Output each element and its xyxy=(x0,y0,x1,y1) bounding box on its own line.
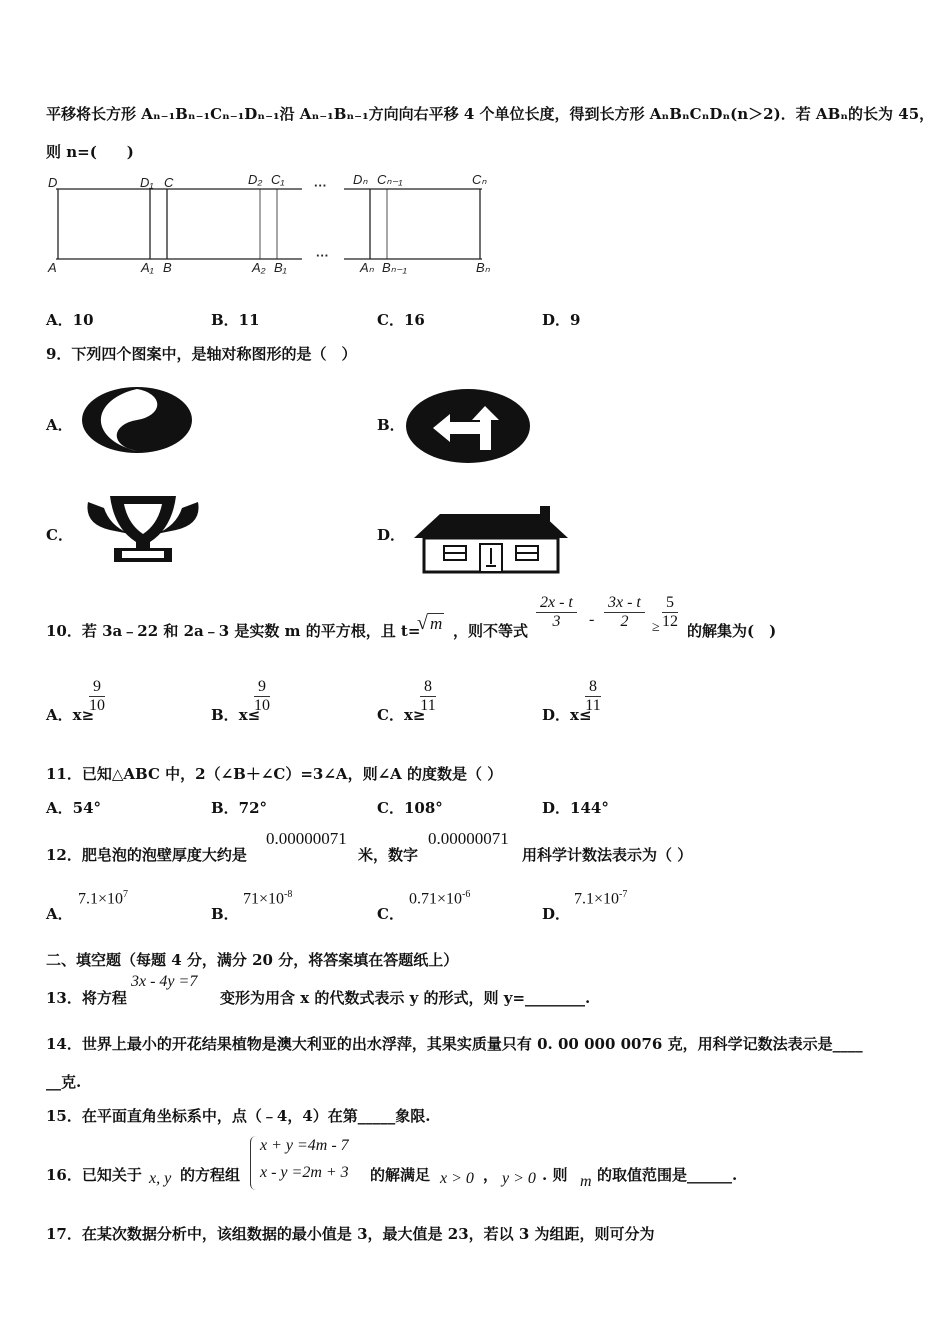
q8-option-b[interactable]: B．11 xyxy=(211,311,260,329)
trophy-icon xyxy=(80,490,206,568)
q8-option-c[interactable]: C．16 xyxy=(377,311,425,329)
q13-pre: 13．将方程 xyxy=(46,989,127,1007)
q10-stem-pre: 10．若 3a﹣22 和 2a﹣3 是实数 m 的平方根，且 t= xyxy=(46,622,421,640)
q8-line2: 则 n=( ) xyxy=(46,143,134,161)
system-brace xyxy=(250,1136,259,1190)
label-Dn: Dₙ xyxy=(353,172,368,187)
q9-label-d[interactable]: D． xyxy=(377,526,406,544)
q10-stem-post: 的解集为( ) xyxy=(687,622,777,640)
frac2-num: 3x - t xyxy=(604,594,645,613)
yin-yang-icon xyxy=(80,384,196,456)
frac1-den: 3 xyxy=(552,613,561,630)
q10-frac1 xyxy=(536,594,577,631)
frac3-den: 12 xyxy=(662,613,678,630)
q16-post: 的取值范围是______. xyxy=(597,1166,738,1184)
q8-line1: 平移将长方形 Aₙ₋₁Bₙ₋₁Cₙ₋₁Dₙ₋₁沿 Aₙ₋₁Bₙ₋₁方向向右平移 4 个单位长度，得到长方形 AₙBₙCₙDₙ(n＞2)．若 ABₙ的长为 45， xyxy=(46,105,935,123)
q14-line1: 14．世界上最小的开花结果植物是澳大利亚的出水浮萍，其果实质量只有 0. 00 000 0076 克，用科学记数法表示是____ xyxy=(46,1035,863,1053)
q16-eq1: x + y =4m - 7 xyxy=(260,1137,349,1154)
label-D2: D₂ xyxy=(248,172,263,187)
q14-line2: __克. xyxy=(46,1073,82,1091)
q9-stem: 9．下列四个图案中，是轴对称图形的是（ ） xyxy=(46,345,357,363)
q16-comma: ， xyxy=(483,1166,499,1184)
label-A: A xyxy=(48,260,57,275)
q8-option-a[interactable]: A．10 xyxy=(46,311,94,329)
section-heading: 二、填空题（每题 4 分，满分 20 分，将答案填在答题纸上） xyxy=(46,951,459,969)
q12-stem-post: 用科学计数法表示为（ ） xyxy=(522,846,693,864)
q10-minus: - xyxy=(589,611,595,628)
q17-stem: 17．在某次数据分析中，该组数据的最小值是 3，最大值是 23，若以 3 为组距，则可分为 xyxy=(46,1225,655,1243)
q8-option-d[interactable]: D．9 xyxy=(542,311,581,329)
label-Bn1: Bₙ₋₁ xyxy=(382,260,407,275)
q12-value-2: 0.00000071 xyxy=(428,829,509,848)
q12-stem-mid: 米，数字 xyxy=(358,846,419,864)
label-B: B xyxy=(163,260,172,275)
q11-option-a[interactable]: A．54° xyxy=(46,799,102,817)
label-D1: D₁ xyxy=(140,175,154,190)
q12-value-1: 0.00000071 xyxy=(266,829,347,848)
q16-mid: 的方程组 xyxy=(180,1166,241,1184)
house-icon xyxy=(410,504,572,576)
q12-stem-pre: 12．肥皂泡的泡壁厚度大约是 xyxy=(46,846,247,864)
q9-label-a[interactable]: A． xyxy=(46,416,73,434)
label-Bn: Bₙ xyxy=(476,260,490,275)
dots-top: ··· xyxy=(314,178,327,193)
label-A2: A₂ xyxy=(252,260,266,275)
label-An: Aₙ xyxy=(360,260,374,275)
frac1-num: 2x - t xyxy=(536,594,577,613)
frac3-num: 5 xyxy=(662,594,678,613)
label-Cn: Cₙ xyxy=(472,172,487,187)
frac2-den: 2 xyxy=(620,613,629,630)
dots-bottom: ··· xyxy=(316,248,329,263)
q16-c1: x > 0 xyxy=(440,1170,474,1187)
q16-eq2: x - y =2m + 3 xyxy=(260,1164,349,1181)
q16-mid3: . 则 xyxy=(542,1166,568,1184)
q16-vars: x, y xyxy=(149,1170,172,1187)
label-C1: C₁ xyxy=(271,172,285,187)
q10-frac2 xyxy=(604,594,645,631)
label-B1: B₁ xyxy=(274,260,287,275)
q8-figure xyxy=(46,170,496,280)
q11-option-d[interactable]: D．144° xyxy=(542,799,609,817)
label-Cn1: Cₙ₋₁ xyxy=(377,172,403,187)
q13-post: 变形为用含 x 的代数式表示 y 的形式，则 y=________. xyxy=(220,989,591,1007)
label-D: D xyxy=(48,175,58,190)
q13-equation: 3x - 4y =7 xyxy=(131,973,198,990)
q10-frac3 xyxy=(662,594,678,631)
sqrt-m: √ m xyxy=(417,612,443,634)
label-A1: A₁ xyxy=(141,260,154,275)
q16-c2: y > 0 xyxy=(502,1170,536,1187)
q10-stem-mid: ，则不等式 xyxy=(453,622,529,640)
q9-label-b[interactable]: B． xyxy=(377,416,405,434)
q10-geq: ≥ xyxy=(652,620,660,635)
label-C: C xyxy=(164,175,174,190)
q15-stem: 15．在平面直角坐标系中，点（﹣4，4）在第_____象限. xyxy=(46,1107,431,1125)
q16-m: m xyxy=(580,1173,592,1190)
q11-stem: 11．已知△ABC 中，2（∠B＋∠C）=3∠A，则∠A 的度数是（ ） xyxy=(46,765,503,783)
q11-option-c[interactable]: C．108° xyxy=(377,799,443,817)
q16-pre: 16．已知关于 xyxy=(46,1166,142,1184)
turn-sign-icon xyxy=(405,388,531,464)
q16-mid2: 的解满足 xyxy=(370,1166,431,1184)
q9-label-c[interactable]: C． xyxy=(46,526,73,544)
q11-option-b[interactable]: B．72° xyxy=(211,799,268,817)
